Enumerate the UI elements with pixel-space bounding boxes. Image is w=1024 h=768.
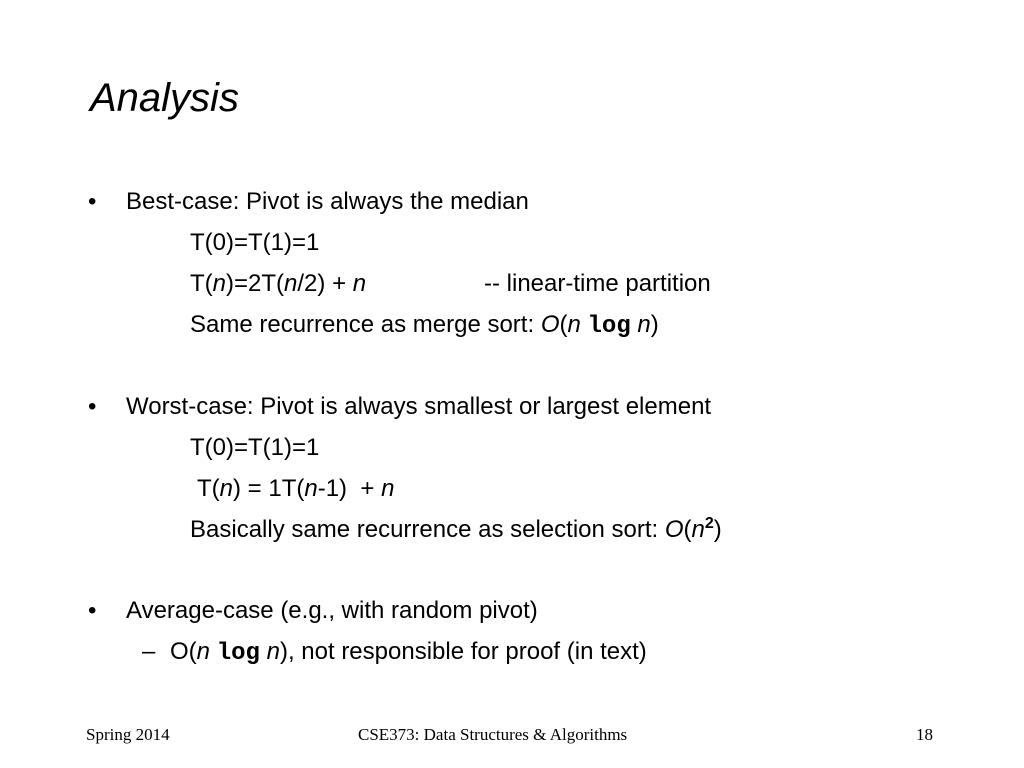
worst-complexity: Basically same recurrence as selection sort: $O(n^2)$ [190, 515, 722, 543]
best-recurrence: T(n)=2T(n/2) + n [190, 270, 367, 297]
slide-title: Analysis [90, 76, 239, 120]
best-base-case: T(0)=T(1)=1 [190, 229, 320, 256]
best-case-heading: Best-case: Pivot is always the median [126, 188, 529, 215]
average-case-heading: Average-case (e.g., with random pivot) [126, 597, 538, 624]
average-complexity: O(n log n), not responsible for proof (in text) [170, 638, 647, 667]
worst-case-heading: Worst-case: Pivot is always smallest or largest element [126, 393, 712, 420]
footer-course: CSE373: Data Structures & Algorithms [358, 725, 628, 744]
best-partition-note: -- linear-time partition [484, 270, 711, 297]
bullet-best: • [88, 188, 97, 215]
worst-recurrence: T(n) = 1T(n-1) + n [197, 475, 395, 502]
footer-page-number: 18 [916, 725, 933, 744]
bullet-average: • [88, 597, 97, 624]
worst-base-case: T(0)=T(1)=1 [190, 434, 320, 461]
footer-term: Spring 2014 [86, 725, 170, 744]
best-complexity: Same recurrence as merge sort: O(n log n) [190, 311, 659, 340]
bullet-worst: • [88, 393, 97, 420]
dash-average: – [142, 638, 156, 665]
